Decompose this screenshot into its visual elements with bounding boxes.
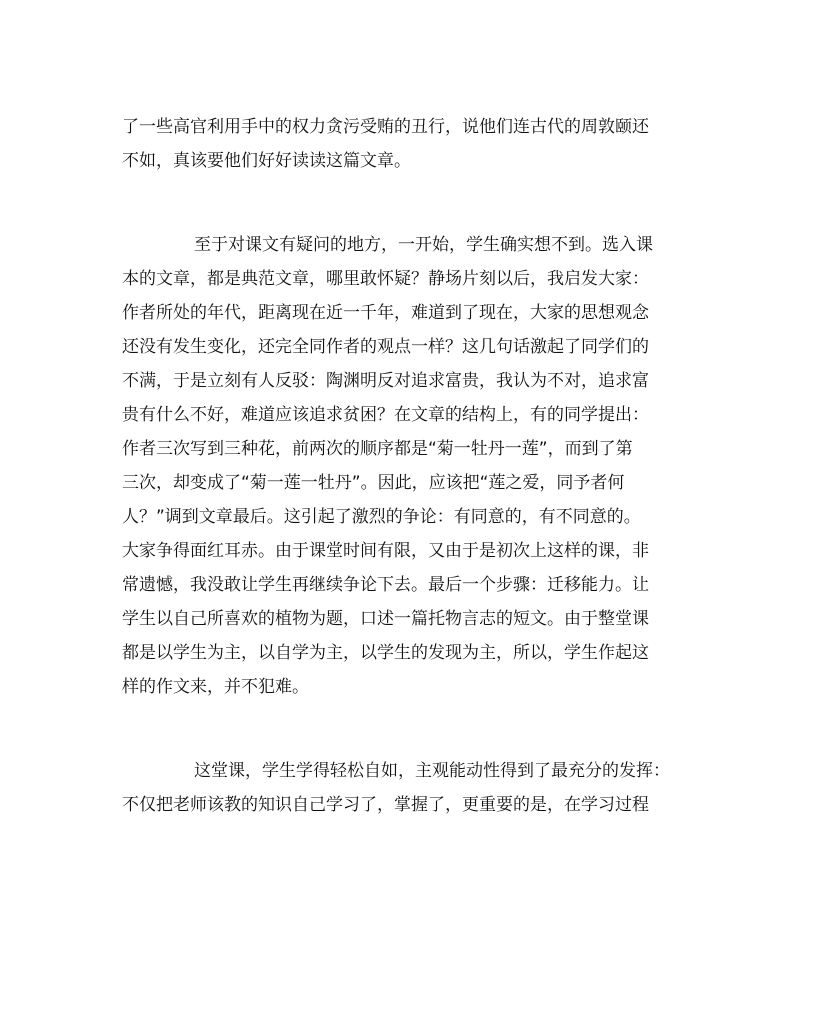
paragraph-1-line-1: 了一些高官利用手中的权力贪污受贿的丑行，说他们连古代的周敦颐还: [122, 117, 649, 137]
paragraph-2-line-3: 作者所处的年代，距离现在近一千年，难道到了现在，大家的思想观念: [122, 303, 649, 323]
paragraph-2-line-1: 至于对课文有疑问的地方，一开始，学生确实想不到。选入课: [194, 235, 653, 255]
paragraph-2-line-14: 样的作文来，并不犯难。: [122, 677, 309, 697]
paragraph-2-line-4: 还没有发生变化，还完全同作者的观点一样？这几句话激起了同学们的: [122, 337, 649, 357]
paragraph-3-line-2: 不仅把老师该教的知识自己学习了，掌握了，更重要的是，在学习过程: [122, 795, 649, 815]
paragraph-1-line-2: 不如，真该要他们好好读读这篇文章。: [122, 151, 411, 171]
paragraph-2-line-7: 作者三次写到三种花，前两次的顺序都是“菊一牡丹一莲”，而到了第: [122, 439, 633, 459]
paragraph-3-line-1: 这堂课，学生学得轻松自如，主观能动性得到了最充分的发挥：: [194, 761, 670, 781]
paragraph-2-line-11: 常遗憾，我没敢让学生再继续争论下去。最后一个步骤：迁移能力。让: [122, 575, 649, 595]
paragraph-2-line-6: 贵有什么不好，难道应该追求贫困？在文章的结构上，有的同学提出：: [122, 405, 649, 425]
paragraph-2-line-13: 都是以学生为主，以自学为主，以学生的发现为主，所以，学生作起这: [122, 643, 649, 663]
paragraph-2-line-10: 大家争得面红耳赤。由于课堂时间有限，又由于是初次上这样的课，非: [122, 541, 649, 561]
paragraph-2-line-12: 学生以自己所喜欢的植物为题，口述一篇托物言志的短文。由于整堂课: [122, 609, 649, 629]
paragraph-2-line-8: 三次，却变成了“菊一莲一牡丹”。因此，应该把“莲之爱，同予者何: [122, 473, 625, 493]
paragraph-2-line-2: 本的文章，都是典范文章，哪里敢怀疑？静场片刻以后，我启发大家：: [122, 269, 649, 289]
paragraph-2-line-9: 人？”调到文章最后。这引起了激烈的争论：有同意的，有不同意的。: [122, 507, 641, 527]
paragraph-2-line-5: 不满，于是立刻有人反驳：陶渊明反对追求富贵，我认为不对，追求富: [122, 371, 649, 391]
